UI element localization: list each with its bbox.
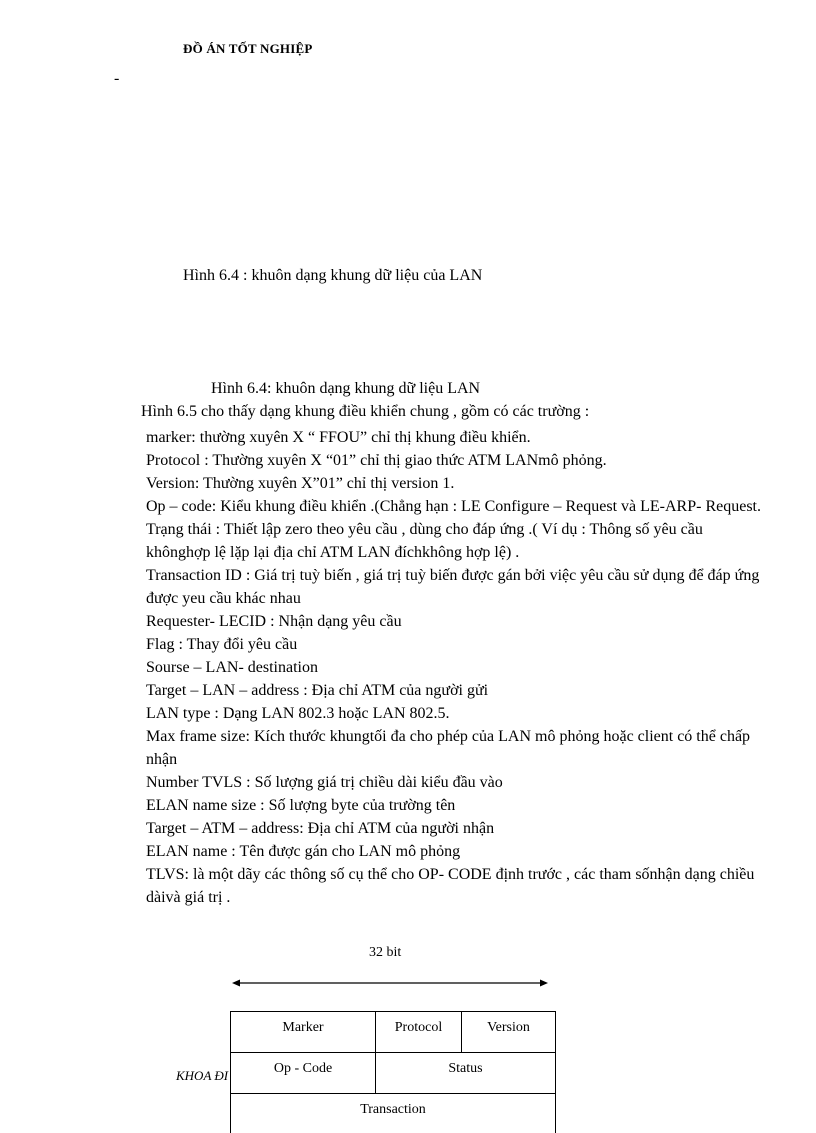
- list-item-text: Version: Thường xuyên X”01” chỉ thị version 1.: [146, 475, 455, 492]
- checkbox-bullet-icon: [124, 840, 146, 863]
- list-item: [124, 472, 764, 495]
- marker-cell: Marker: [230, 1011, 376, 1053]
- list-item: [124, 426, 764, 449]
- figure-caption-second: Hình 6.4: khuôn dạng khung dữ liệu LAN: [211, 380, 481, 397]
- list-item-text: Target – ATM – address: Địa chỉ ATM của người nhận: [146, 820, 495, 837]
- list-item-text: ELAN name size : Số lượng byte của trường tên: [146, 797, 456, 814]
- list-item-text: Transaction ID : Giá trị tuỳ biến , giá trị tuỳ biến được gán bởi việc yêu cầu sử dụng để đáp ứng được yeu cầu khác nhau: [146, 567, 760, 607]
- checkbox-bullet-icon: [124, 426, 146, 449]
- list-item: [124, 702, 764, 725]
- protocol-cell: Protocol: [375, 1011, 462, 1053]
- dash-mark: -: [114, 70, 120, 87]
- checkbox-bullet-icon: [124, 656, 146, 679]
- list-item-text: Number TVLS : Số lượng giá trị chiều dài kiểu đầu vào: [146, 774, 503, 791]
- list-item: [124, 817, 764, 840]
- list-item-text: TLVS: là một dãy các thông số cụ thể cho OP- CODE định trước , các tham sốnhận dạng chiều dàivà giá trị .: [146, 866, 755, 906]
- op-code-cell: Op - Code: [230, 1052, 376, 1094]
- page-footer: KHOA ĐI: [176, 1068, 229, 1083]
- list-item: [124, 794, 764, 817]
- list-item: [124, 633, 764, 656]
- list-item-text: LAN type : Dạng LAN 802.3 hoặc LAN 802.5.: [146, 705, 450, 722]
- page-header: ĐỒ ÁN TỐT NGHIỆP: [183, 41, 313, 56]
- list-item: [124, 679, 764, 702]
- transaction-cell: Transaction: [230, 1093, 556, 1133]
- checkbox-bullet-icon: [124, 518, 146, 564]
- field-list: [124, 426, 764, 909]
- list-item-text: Max frame size: Kích thước khungtối đa cho phép của LAN mô phỏng hoặc client có thể chấp nhận: [146, 728, 751, 768]
- list-item-text: Flag : Thay đổi yêu cầu: [146, 636, 298, 653]
- list-item: [124, 771, 764, 794]
- list-item-text: Protocol : Thường xuyên X “01” chỉ thị giao thức ATM LANmô phỏng.: [146, 452, 607, 469]
- list-item: [124, 610, 764, 633]
- list-item: [124, 656, 764, 679]
- checkbox-bullet-icon: [124, 725, 146, 771]
- checkbox-bullet-icon: [124, 495, 146, 518]
- list-item: [124, 840, 764, 863]
- list-item-text: Op – code: Kiểu khung điều khiển .(Chẳng hạn : LE Configure – Request và LE-ARP- Request.: [146, 498, 761, 515]
- checkbox-bullet-icon: [124, 702, 146, 725]
- checkbox-bullet-icon: [124, 449, 146, 472]
- list-item-text: marker: thường xuyên X “ FFOU” chỉ thị khung điều khiển.: [146, 429, 531, 446]
- checkbox-bullet-icon: [124, 771, 146, 794]
- list-item-text: Requester- LECID : Nhận dạng yêu cầu: [146, 613, 402, 630]
- list-item: [124, 518, 764, 564]
- status-cell: Status: [375, 1052, 556, 1094]
- list-item-text: Trạng thái : Thiết lập zero theo yêu cầu , dùng cho đáp ứng .( Ví dụ : Thông số yêu cầu khônghợp lệ lặp lại địa chỉ ATM LAN đíchkhông hợp lệ) .: [146, 521, 703, 561]
- list-item: [124, 564, 764, 610]
- checkbox-bullet-icon: [124, 679, 146, 702]
- list-item: [124, 725, 764, 771]
- checkbox-bullet-icon: [124, 472, 146, 495]
- checkbox-bullet-icon: [124, 794, 146, 817]
- list-item: [124, 449, 764, 472]
- list-item-text: Target – LAN – address : Địa chỉ ATM của người gửi: [146, 682, 489, 699]
- list-item-text: ELAN name : Tên được gán cho LAN mô phỏng: [146, 843, 461, 860]
- intro-paragraph: Hình 6.5 cho thấy dạng khung điều khiển chung , gồm có các trường :: [141, 403, 590, 420]
- list-item: [124, 495, 764, 518]
- checkbox-bullet-icon: [124, 564, 146, 610]
- checkbox-bullet-icon: [124, 633, 146, 656]
- double-arrow-icon: [232, 978, 548, 988]
- list-item: [124, 863, 764, 909]
- list-item-text: Sourse – LAN- destination: [146, 659, 318, 676]
- width-label: 32 bit: [369, 945, 402, 960]
- figure-caption-top: Hình 6.4 : khuôn dạng khung dữ liệu của LAN: [183, 267, 483, 284]
- checkbox-bullet-icon: [124, 817, 146, 840]
- checkbox-bullet-icon: [124, 863, 146, 909]
- checkbox-bullet-icon: [124, 610, 146, 633]
- version-cell: Version: [461, 1011, 556, 1053]
- frame-format-diagram: [230, 1011, 556, 1123]
